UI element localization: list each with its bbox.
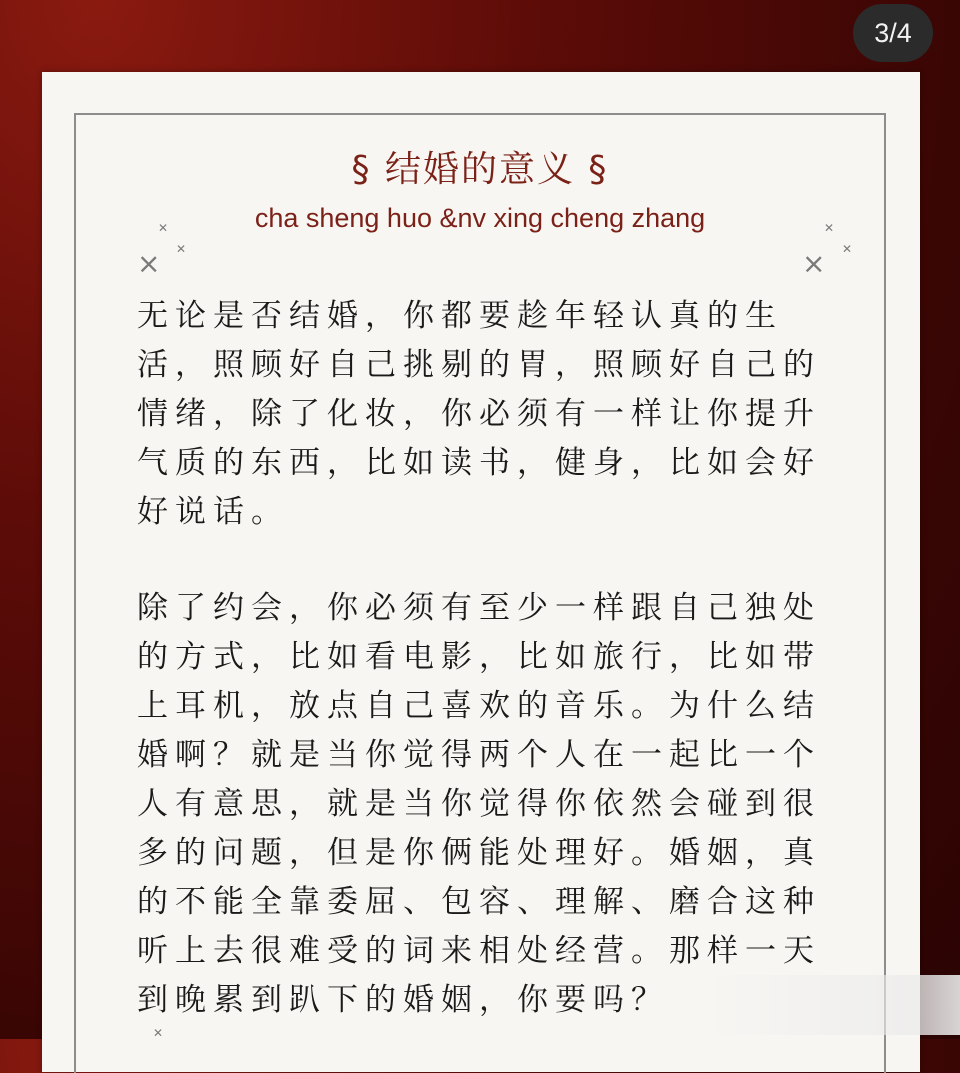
article-paragraph: 无论是否结婚，你都要趁年轻认真的生 活，照顾好自己挑剔的胃，照顾好自己的 情绪，除了化妆，你必须有一样让你提升 气质的东西，比如读书，健身，比如会好 好说话。 (137, 298, 821, 530)
sparkle-icon: ✕ (153, 1026, 164, 1040)
sparkle-icon: ✕ (842, 242, 853, 256)
sparkle-icon: ✕ (824, 221, 835, 235)
page-counter: 3/4 (853, 4, 933, 62)
sparkle-icon: ✕ (176, 242, 187, 256)
article-paragraph: 除了约会，你必须有至少一样跟自己独处 的方式，比如看电影，比如旅行，比如带 上耳机，放点自己喜欢的音乐。为什么结 婚啊？就是当你觉得两个人在一起比一个 人有意思，就是当你觉得你依然会碰到很 多的问题，但是你俩能处理好。婚姻，真 的不能全靠委屈、包容、理解、磨合这种 听上去很难受的词来相处经营。那样一天 到晚累到趴下的婚姻，你要吗？ (137, 590, 821, 1018)
sparkle-icon: ✕ (158, 221, 169, 235)
article-title: § 结婚的意义 § (351, 149, 609, 190)
bottom-fade-overlay (700, 975, 960, 1035)
sparkle-icon: ⨯ (137, 247, 161, 280)
article-subtitle: cha sheng huo &nv xing cheng zhang (254, 203, 706, 233)
sparkle-icon: ⨯ (802, 247, 826, 280)
